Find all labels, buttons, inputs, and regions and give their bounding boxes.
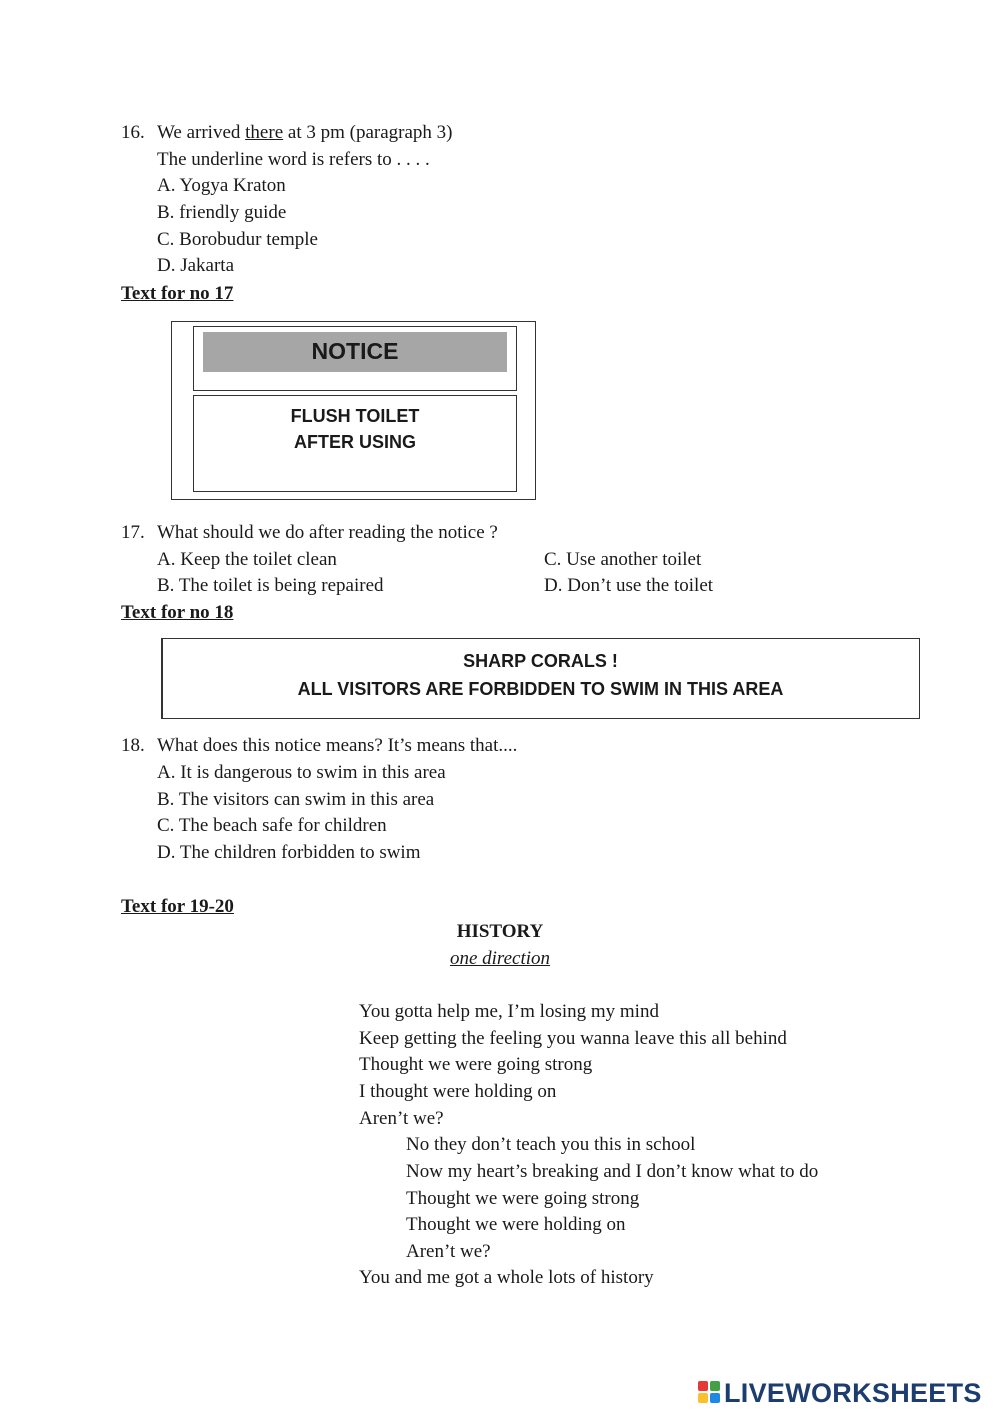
q18-option-a[interactable]: A. It is dangerous to swim in this area [157, 762, 446, 783]
song-title: HISTORY [456, 921, 544, 942]
q18-stem: What does this notice means? It’s means that.... [157, 735, 518, 756]
liveworksheets-logo-text: LIVEWORKSHEETS [724, 1378, 982, 1408]
q18-number: 18. [121, 735, 145, 756]
lyric-line: You and me got a whole lots of history [359, 1267, 654, 1288]
q16-stem-after: at 3 pm (paragraph 3) [287, 122, 453, 143]
q17-option-a[interactable]: A. Keep the toilet clean [157, 549, 337, 570]
lyric-line: Now my heart’s breaking and I don’t know what to do [406, 1161, 819, 1182]
q16-line2: The underline word is refers to . . . . [157, 149, 430, 170]
logo-block [710, 1381, 720, 1391]
logo-block [710, 1393, 720, 1403]
text1920-heading: Text for 19-20 [121, 896, 234, 917]
q16-option-d[interactable]: D. Jakarta [157, 255, 235, 276]
logo-block [698, 1393, 708, 1403]
notice17-title: NOTICE [311, 338, 399, 364]
q18-option-d[interactable]: D. The children forbidden to swim [157, 842, 421, 863]
lyric-line: Aren’t we? [406, 1241, 491, 1262]
text18-heading: Text for no 18 [121, 602, 234, 623]
logo-block [698, 1381, 708, 1391]
text17-heading: Text for no 17 [121, 283, 234, 304]
lyric-line: Keep getting the feeling you wanna leave this all behind [359, 1028, 787, 1049]
notice17-line1: FLUSH TOILET [290, 406, 420, 426]
q17-stem: What should we do after reading the notice ? [157, 522, 498, 543]
q17-number: 17. [121, 522, 145, 543]
q17-option-d[interactable]: D. Don’t use the toilet [544, 575, 714, 596]
q18-option-b[interactable]: B. The visitors can swim in this area [157, 789, 435, 810]
lyric-line: Thought we were going strong [406, 1188, 640, 1209]
q16-option-c[interactable]: C. Borobudur temple [157, 229, 318, 250]
notice18-line2: ALL VISITORS ARE FORBIDDEN TO SWIM IN THIS AREA [297, 679, 784, 699]
q16-stem [157, 123, 453, 142]
q16-number: 16. [121, 122, 145, 143]
lyric-line: You gotta help me, I’m losing my mind [359, 1001, 659, 1022]
lyric-line: Thought we were going strong [359, 1054, 593, 1075]
q16-stem-before: We arrived [157, 122, 241, 143]
lyric-line: Aren’t we? [359, 1108, 444, 1129]
lyric-line: No they don’t teach you this in school [406, 1134, 696, 1155]
notice17-line2: AFTER USING [293, 432, 416, 452]
lyric-line: I thought were holding on [359, 1081, 557, 1102]
q18-option-c[interactable]: C. The beach safe for children [157, 815, 387, 836]
q17-option-c[interactable]: C. Use another toilet [544, 549, 702, 570]
q16-option-b[interactable]: B. friendly guide [157, 202, 287, 223]
lyric-line: Thought we were holding on [406, 1214, 626, 1235]
notice18-line1: SHARP CORALS ! [463, 651, 618, 671]
q17-option-b[interactable]: B. The toilet is being repaired [157, 575, 384, 596]
q16-option-a[interactable]: A. Yogya Kraton [157, 175, 286, 196]
song-artist: one direction [449, 948, 551, 969]
liveworksheets-logo-icon [698, 1381, 722, 1405]
q16-underlined-word: there [245, 122, 284, 143]
